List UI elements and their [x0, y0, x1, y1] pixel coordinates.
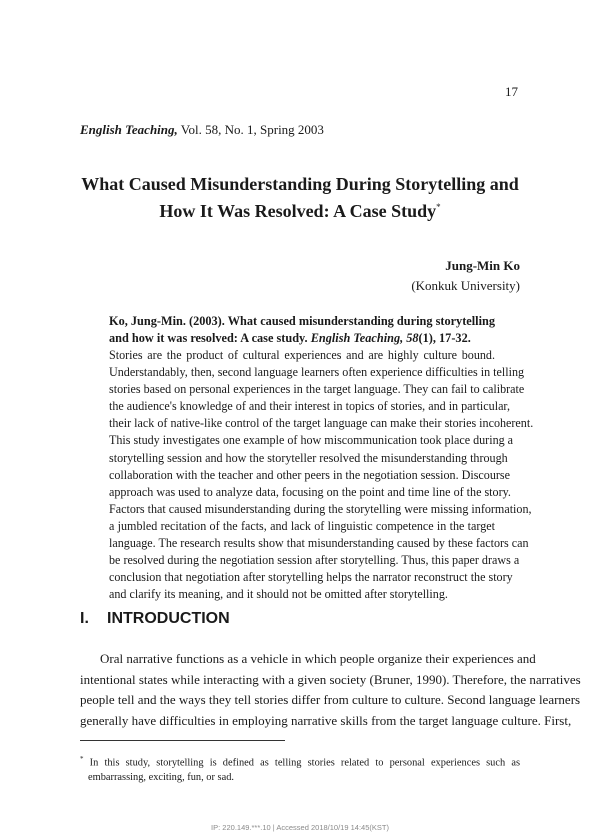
abstract-line: Factors that caused misunderstanding during the storytelling were missing information, — [109, 501, 532, 516]
introduction-paragraph — [80, 649, 581, 731]
abstract-line: Understandably, then, second language learners often experience difficulties in telling — [109, 365, 525, 380]
journal-name: English Teaching, — [80, 122, 178, 137]
title-footnote-marker: * — [436, 202, 441, 212]
abstract-line: and clarify its meaning, and it should not be omitted after storytelling. — [109, 587, 448, 602]
abstract — [109, 347, 534, 603]
access-watermark: IP: 220.149.***.10 | Accessed 2018/10/19 14:45(KST) — [211, 823, 389, 832]
title-line-2-text: How It Was Resolved: A Case Study — [159, 201, 437, 221]
paper-title — [40, 171, 560, 225]
title-line-1: What Caused Misunderstanding During Storytelling and — [81, 174, 519, 194]
author-name: Jung-Min Ko — [445, 258, 520, 273]
footnote-divider — [80, 740, 285, 741]
citation-suffix: (1), 17-32. — [418, 331, 471, 345]
body-line: generally have difficulties in employing narrative skills from the target language culture. First, — [80, 712, 572, 728]
citation — [109, 313, 495, 347]
abstract-line: language. The research results show that misunderstanding caused by these factors can — [109, 536, 529, 551]
journal-reference — [80, 122, 324, 138]
footnote-marker: * — [80, 755, 84, 763]
citation-prefix: Ko, Jung-Min. (2003). What caused misunderstanding during storytelling and how it was resolved: A case study. — [109, 314, 495, 345]
footnote-text-1: In this study, storytelling is defined as telling stories related to personal experiences such as — [83, 757, 520, 769]
journal-issue: Vol. 58, No. 1, Spring 2003 — [177, 122, 324, 137]
abstract-line: conclusion that negotiation after storytelling helps the narrator reconstruct the story — [109, 570, 513, 585]
page-number: 17 — [505, 84, 518, 99]
abstract-line: collaboration with the teacher and other peers in the negotiation session. Discourse — [109, 467, 510, 482]
footnote-line-1 — [80, 752, 520, 770]
abstract-line: Stories are the product of cultural experiences and are highly culture bound. — [109, 348, 495, 362]
abstract-line: This study investigates one example of how miscommunication took place during a — [109, 433, 514, 448]
abstract-line: a jumbled recitation of the facts, and lack of linguistic competence in the target — [109, 518, 495, 533]
body-line: Oral narrative functions as a vehicle in which people organize their experiences and — [100, 651, 536, 666]
abstract-line: the audience's knowledge of and their interest in topics of stories, and in particular, — [109, 399, 511, 414]
abstract-line: be resolved during the negotiation session after storytelling. Thus, this paper draws a — [109, 553, 520, 568]
section-number: I. — [80, 610, 89, 627]
section-title: INTRODUCTION — [107, 610, 230, 627]
abstract-line: stories based on personal experiences in the target language. They can fail to calibrate — [109, 382, 525, 397]
citation-journal: English Teaching, 58 — [310, 331, 419, 345]
abstract-line: their lack of native-like control of the target language can make their stories incoherent. — [109, 416, 534, 431]
footnote-line-2: embarrassing, exciting, fun, or sad. — [88, 772, 235, 784]
author-affiliation: (Konkuk University) — [411, 278, 520, 293]
author-block — [411, 256, 520, 296]
body-line: people tell and the ways they tell stories differ from culture to culture. Second language learners — [80, 692, 581, 707]
section-heading — [80, 610, 230, 628]
abstract-line: approach was used to analyze data, focusing on the point and time line of the story. — [109, 484, 511, 499]
footnote — [80, 752, 520, 785]
body-line: intentional states while interacting with a given society (Bruner, 1990). Therefore, the narratives — [80, 671, 581, 687]
title-line-2 — [40, 198, 560, 225]
abstract-line: storytelling session and how the storyteller resolved the misunderstanding through — [109, 450, 508, 465]
